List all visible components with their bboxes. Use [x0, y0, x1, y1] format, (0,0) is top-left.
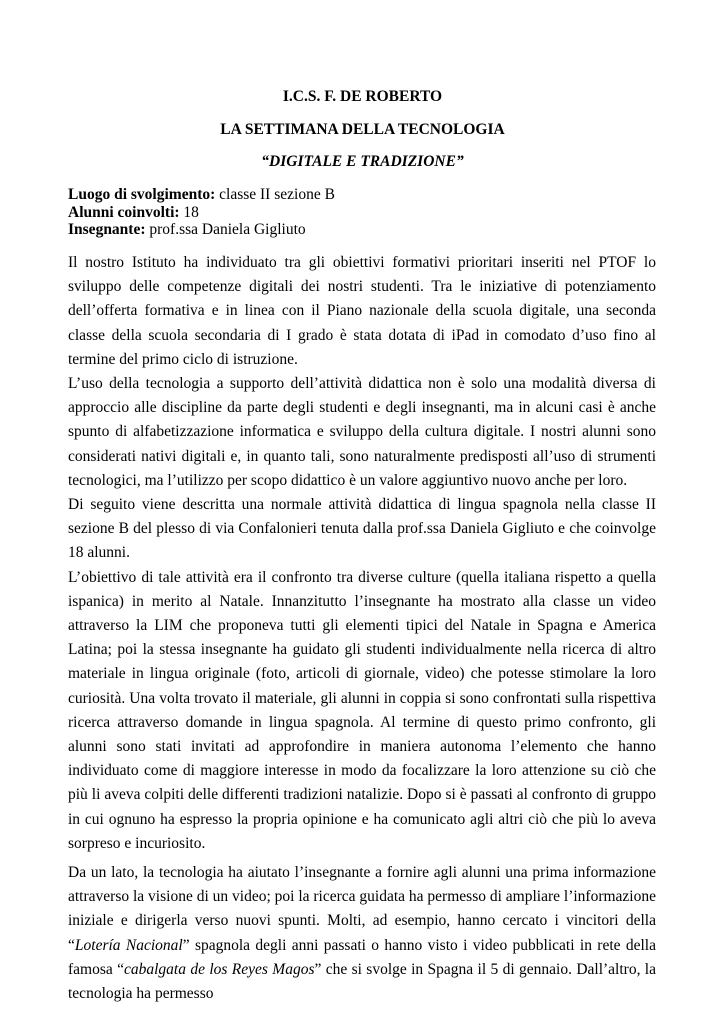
event-title: LA SETTIMANA DELLA TECNOLOGIA: [220, 121, 505, 138]
event-theme: “DIGITALE E TRADIZIONE”: [261, 153, 464, 170]
location-line: [68, 186, 335, 204]
teacher-value: prof.ssa Daniela Gigliuto: [145, 221, 306, 238]
paragraph-intro: Il nostro Istituto ha individuato tra gli obiettivi formativi prioritari inseriti nel PTOF lo sviluppo delle competenze digitali dei nostri studenti. Tra le iniziative di potenziamento dell’offerta formativa e in linea con il Piano nazionale della scuola digitale, una seconda classe della scuola secondaria di I grado è stata dotata di iPad in comodato d’uso fino al termine del primo ciclo di istruzione.: [68, 254, 656, 368]
paragraph-technology-use: L’uso della tecnologia a supporto dell’attività didattica non è solo una modalità diversa di approccio alle discipline da parte degli studenti e degli insegnanti, ma in alcuni casi è anche spunto di alfabetizzazione informatica e sviluppo della cultura digitale. I nostri alunni sono considerati nativi digitali e, in quanto tali, sono naturalmente predisposti all’uso di strumenti tecnologici, ma l’utilizzo per scopo didattico è un valore aggiuntivo nuovo anche per loro.: [68, 375, 656, 489]
conclusion-text-1: Da un lato, la tecnologia ha aiutato l’insegnante a fornire agli alunni una prima informazione attraverso la visione di un video; poi la ricerca guidata ha permesso di ampliare l’informazione iniziale e dirigerla verso nuovi spunti. Molti, ad esempio, hanno cercato i vincitori della “: [68, 864, 656, 954]
teacher-label: Insegnante:: [68, 221, 146, 238]
conclusion-italic-1: Lotería Nacional: [74, 936, 183, 954]
school-name: I.C.S. F. DE ROBERTO: [282, 88, 443, 105]
students-line: [68, 204, 335, 222]
paragraph-conclusion: [68, 861, 656, 1006]
paragraph-objective: L’obiettivo di tale attività era il confronto tra diverse culture (quella italiana rispetto a quella ispanica) in merito al Natale. Innanzitutto l’insegnante ha mostrato alla classe un video attraverso la LIM che proponeva tutti gli elementi tipici del Natale in Spagna e America Latina; poi la stessa insegnante ha guidato gli studenti individualmente nella ricerca di altro materiale in lingua originale (foto, articoli di giornale, video) che potesse stimolare la loro curiosità. Una volta trovato il materiale, gli alunni in coppia si sono confrontati sulla rispettiva ricerca attraverso domande in lingua spagnola. Al termine di questo primo confronto, gli alunni sono stati invitati ad approfondire in maniera autonoma l’elemento che hanno individuato come di maggiore interesse in modo da focalizzare la loro attenzione su ciò che più li aveva colpiti delle differenti tradizioni natalizie. Dopo si è passati al confronto di gruppo in cui ognuno ha espresso la propria opinione e ha comunicato agli altri ciò che più lo aveva sorpreso e incuriosito.: [68, 568, 656, 852]
students-value: 18: [179, 203, 199, 221]
conclusion-italic-2: cabalgata de los Reyes Magos: [124, 960, 315, 978]
activity-info: [68, 186, 335, 239]
conclusion-text-2: ” spagnola degli anni passati o hanno visto i video pubblicati in rete della famosa “: [68, 936, 656, 978]
teacher-line: [68, 221, 335, 239]
location-label: Luogo di svolgimento:: [68, 186, 216, 203]
paragraph-activity-description: Di seguito viene descritta una normale attività didattica di lingua spagnola nella classe II sezione B del plesso di via Confalonieri tenuta dalla prof.ssa Daniela Gigliuto e che coinvolge 18 alunni.: [68, 496, 656, 562]
document-body: [68, 251, 656, 1006]
students-label: Alunni coinvolti:: [68, 203, 180, 221]
conclusion-text-3: ” che si svolge in Spagna il 5 di gennaio. Dall’altro, la tecnologia ha permesso: [68, 960, 656, 1003]
location-value: classe II sezione B: [215, 186, 335, 203]
